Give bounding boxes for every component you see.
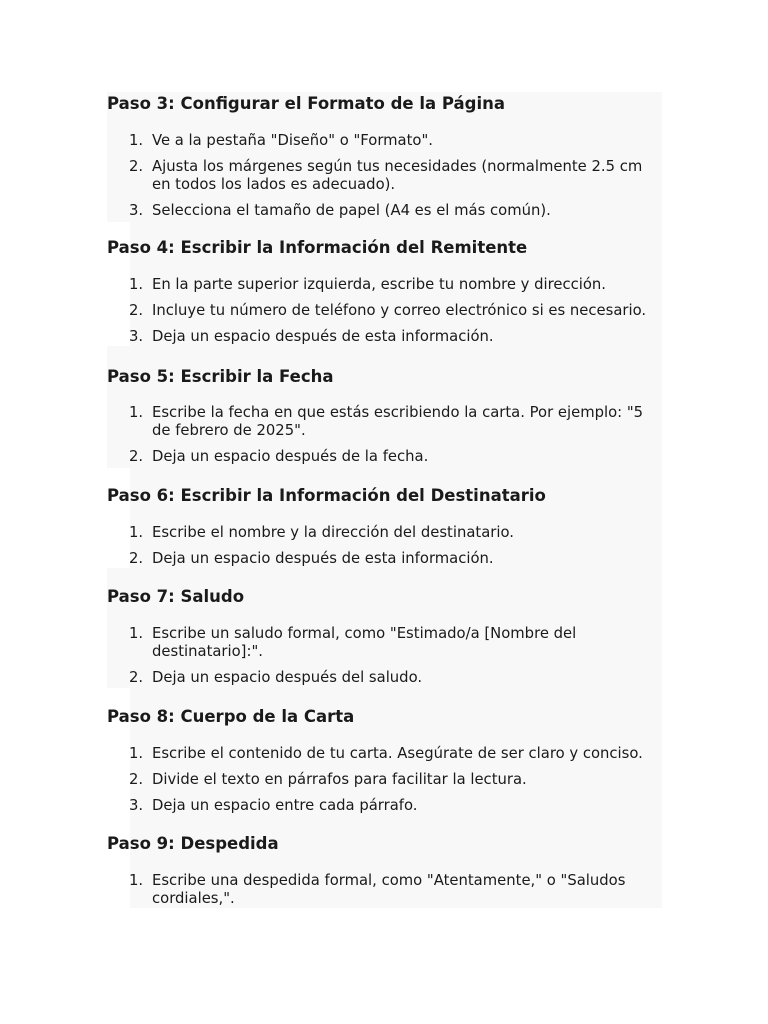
list-number: 1.: [129, 132, 144, 149]
list-item: [107, 524, 662, 542]
list-item: [107, 625, 662, 661]
list-item: [107, 302, 662, 320]
list-item: [107, 202, 662, 220]
section-paso-3: [107, 92, 662, 220]
list-number: 1.: [129, 404, 144, 421]
list-number: 2.: [129, 302, 144, 319]
list-item-text: Ve a la pestaña "Diseño" o "Formato".: [152, 132, 433, 149]
list-item: [107, 550, 662, 568]
list-item-text: Deja un espacio entre cada párrafo.: [152, 797, 418, 814]
list-item-text: Selecciona el tamaño de papel (A4 es el más común).: [152, 202, 551, 219]
step-list: [107, 872, 662, 908]
list-item: [107, 771, 662, 789]
section-title: Paso 4: Escribir la Información del Remitente: [107, 238, 528, 257]
list-number: 3.: [129, 797, 144, 814]
section-title: Paso 7: Saludo: [107, 587, 245, 606]
list-number: 1.: [129, 872, 144, 889]
section-paso-7: [107, 586, 662, 687]
list-number: 2.: [129, 669, 144, 686]
list-number: 1.: [129, 524, 144, 541]
list-item-text: Escribe el contenido de tu carta. Asegúrate de ser claro y conciso.: [152, 745, 643, 762]
list-item-text: Deja un espacio después de esta información.: [152, 328, 494, 345]
list-number: 1.: [129, 276, 144, 293]
list-item: [107, 669, 662, 687]
section-title: Paso 8: Cuerpo de la Carta: [107, 707, 355, 726]
list-item-text: Escribe una despedida formal, como "Atentamente," o "Saludos cordiales,".: [152, 872, 626, 907]
list-item: [107, 158, 662, 194]
list-number: 3.: [129, 328, 144, 345]
list-number: 1.: [129, 625, 144, 642]
step-list: [107, 745, 662, 815]
list-number: 2.: [129, 448, 144, 465]
section-title: Paso 9: Despedida: [107, 834, 279, 853]
list-item: [107, 132, 662, 150]
section-paso-8: [107, 706, 662, 815]
list-item-text: Escribe el nombre y la dirección del destinatario.: [152, 524, 514, 541]
list-item-text: Escribe un saludo formal, como "Estimado/a [Nombre del destinatario]:".: [152, 625, 577, 660]
list-number: 1.: [129, 745, 144, 762]
list-number: 2.: [129, 771, 144, 788]
list-item: [107, 328, 662, 346]
section-title: Paso 6: Escribir la Información del Destinatario: [107, 486, 546, 505]
list-item-text: Ajusta los márgenes según tus necesidades (normalmente 2.5 cm en todos los lados es adecuado).: [152, 158, 643, 193]
list-number: 2.: [129, 158, 144, 175]
section-title: Paso 5: Escribir la Fecha: [107, 367, 334, 386]
list-item: [107, 404, 662, 440]
step-list: [107, 276, 662, 346]
section-paso-9: [107, 833, 662, 908]
step-list: [107, 132, 662, 220]
step-list: [107, 404, 662, 466]
list-item-text: Deja un espacio después de esta información.: [152, 550, 494, 567]
list-item-text: Incluye tu número de teléfono y correo electrónico si es necesario.: [152, 302, 647, 319]
section-paso-6: [107, 485, 662, 568]
section-paso-4: [107, 237, 662, 346]
step-list: [107, 524, 662, 568]
list-item-text: Deja un espacio después del saludo.: [152, 669, 423, 686]
list-item: [107, 797, 662, 815]
list-number: 2.: [129, 550, 144, 567]
list-item: [107, 276, 662, 294]
list-item: [107, 745, 662, 763]
list-item-text: En la parte superior izquierda, escribe tu nombre y dirección.: [152, 276, 607, 293]
section-title: Paso 3: Configurar el Formato de la Página: [107, 94, 506, 113]
list-item: [107, 872, 662, 908]
list-item-text: Escribe la fecha en que estás escribiendo la carta. Por ejemplo: "5 de febrero de 2025".: [152, 404, 644, 439]
list-number: 3.: [129, 202, 144, 219]
list-item-text: Deja un espacio después de la fecha.: [152, 448, 429, 465]
list-item: [107, 448, 662, 466]
section-paso-5: [107, 366, 662, 466]
step-list: [107, 625, 662, 687]
list-item-text: Divide el texto en párrafos para facilitar la lectura.: [152, 771, 527, 788]
